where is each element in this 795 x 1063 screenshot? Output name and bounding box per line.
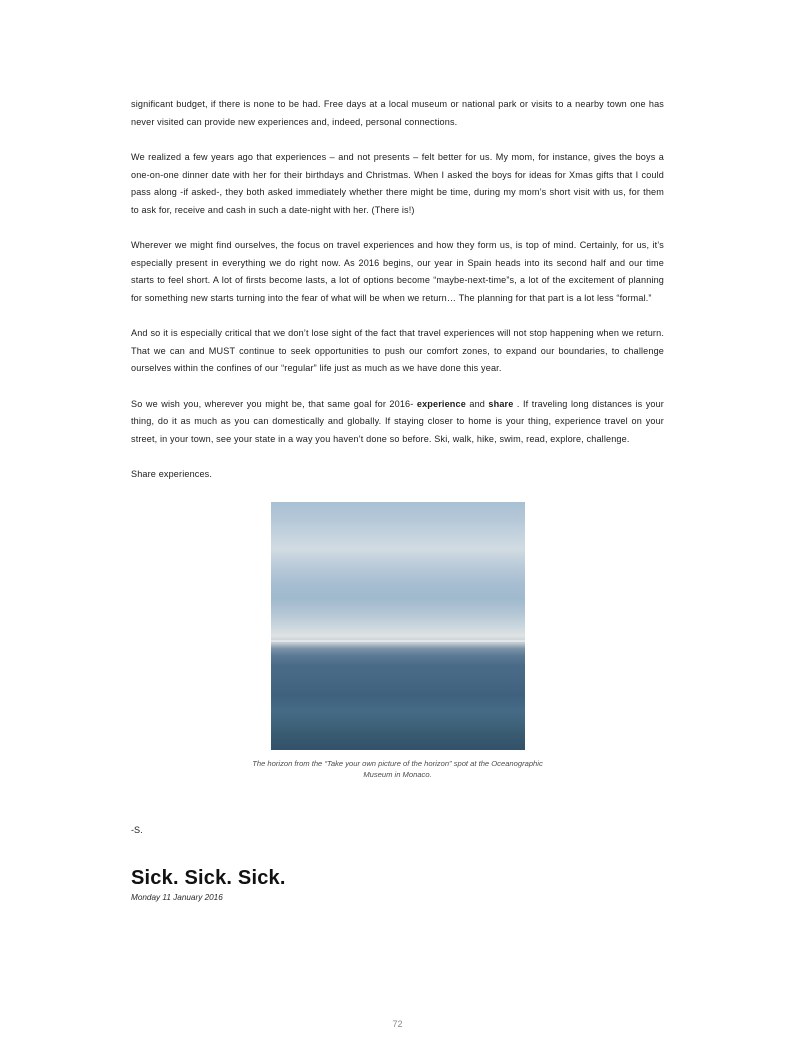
closing-line: Share experiences. (131, 469, 213, 479)
page-content (131, 96, 664, 902)
next-post-title: Sick. Sick. Sick. (131, 866, 286, 889)
wish-emphasis-experience: experience (416, 398, 466, 409)
wish-emphasis-share: share (488, 398, 514, 409)
wish-text-middle: and (465, 398, 489, 409)
page-number: 72 (392, 1019, 403, 1029)
wish-text-after: . If traveling long distances is your thing, do it as much as you can domestically and globally. If staying closer to home is your thing, experience travel on your street, in your town, see your state in a way you haven’t done so before. Ski, walk, hike, swim, read, explore, challenge. (131, 398, 664, 444)
paragraph-2: We realized a few years ago that experiences – and not presents – felt better for us. My mom, for instance, gives the boys a one-on-one dinner date with her for their birthdays and Christmas. When I asked the boys for ideas for Xmas gifts that I could pass along -if asked-, they both asked immediately whether there might be time, during my mom’s short visit with us, for them to ask for, receive and cash in such a date-night with her. (There is!) (131, 152, 664, 215)
next-post-date: Monday 11 January 2016 (131, 892, 223, 902)
figure-block (131, 502, 664, 781)
paragraph-4: And so it is especially critical that we don’t lose sight of the fact that travel experiences will not stop happening when we return. That we can and MUST continue to seek opportunities to push our comfort zones, to expand our boundaries, to challenge ourselves within the confines of our “regular” life just as much as we have done this year. (131, 328, 664, 373)
wish-text-before: So we wish you, wherever you might be, that same goal for 2016- (131, 398, 417, 409)
paragraph-wish (131, 396, 664, 449)
figure-caption: The horizon from the “Take your own picture of the horizon” spot at the Oceanographic Museum in Monaco. (252, 758, 543, 779)
author-signature: -S. (131, 824, 143, 835)
paragraph-1: significant budget, if there is none to be had. Free days at a local museum or national park or visits to a nearby town one has never visited can provide new experiences and, indeed, personal connections. (131, 99, 664, 127)
paragraph-3: Wherever we might find ourselves, the focus on travel experiences and how they form us, is top of mind. Certainly, for us, it’s especially present in everything we do right now. As 2016 begins, our year in Spain heads into its second half and our time starts to feel short. A lot of firsts become lasts, a lot of options become “maybe-next-time”s, a lot of the excitement of planning for something new starts turning into the fear of what will be when we return… The planning for that part is a lot less “formal.” (131, 240, 664, 303)
horizon-over-sea-photo (271, 502, 525, 750)
